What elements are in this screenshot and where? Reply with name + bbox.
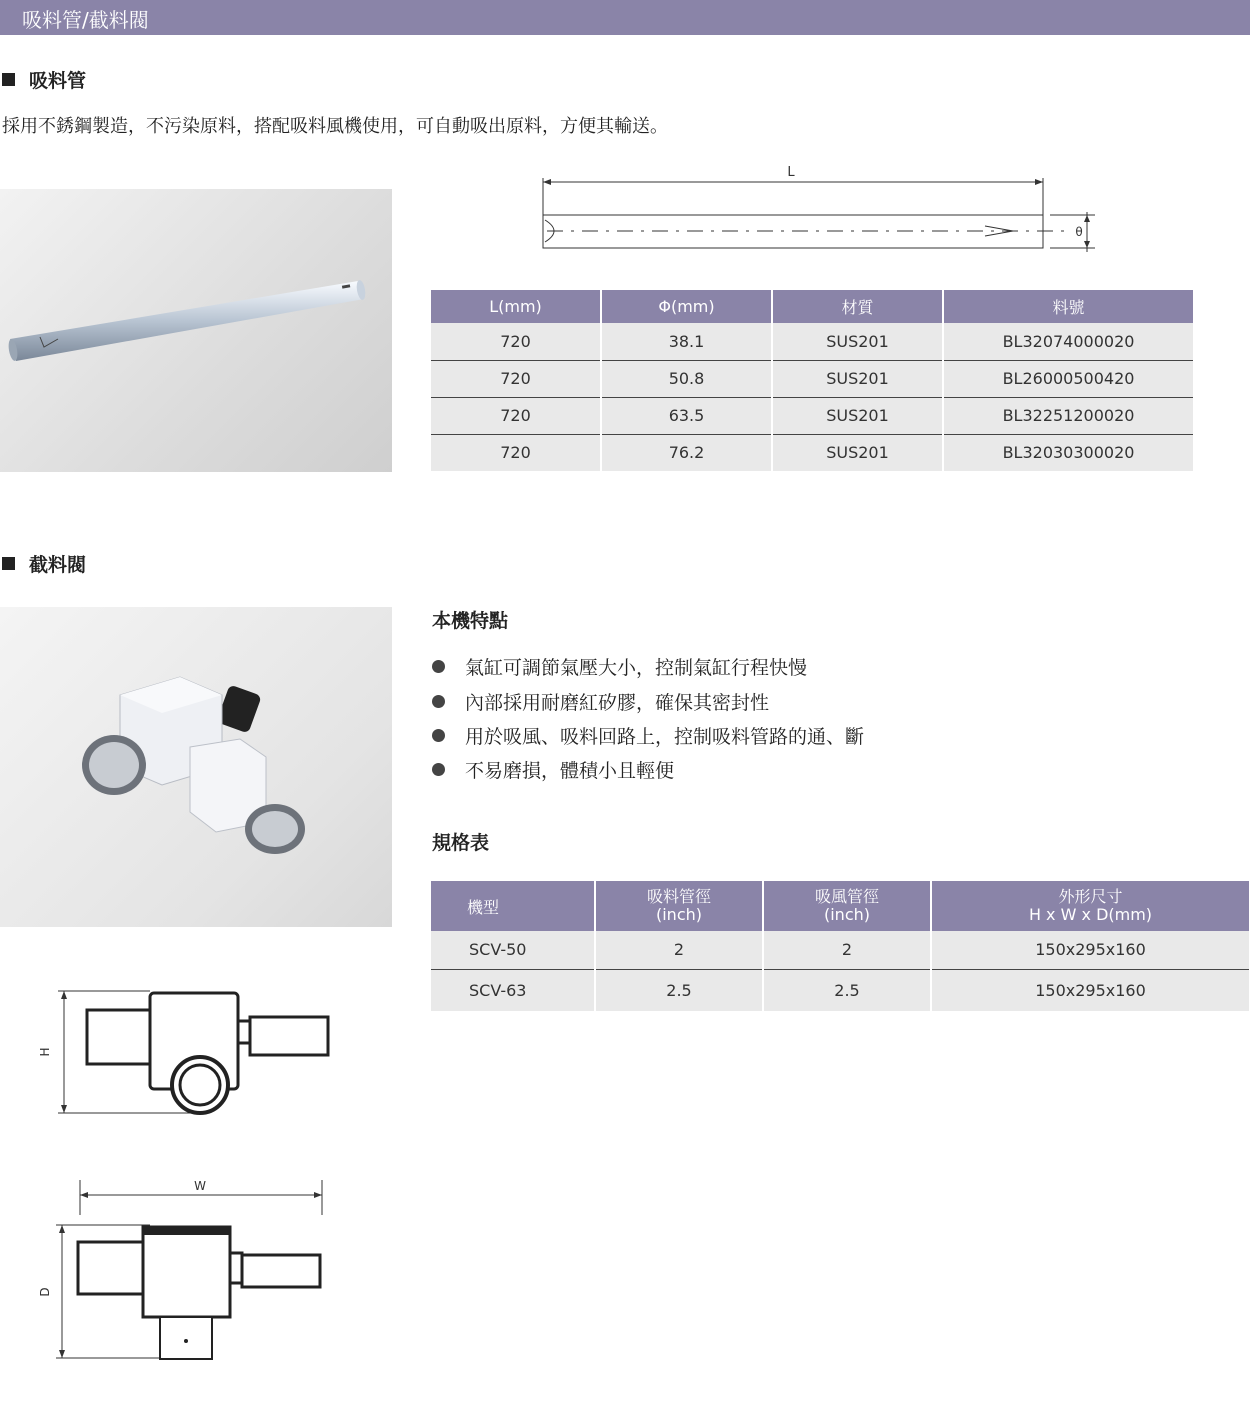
cell: 150x295x160 — [931, 931, 1249, 969]
cell: 2 — [595, 931, 763, 969]
feature-item — [432, 722, 864, 749]
bullet-icon — [432, 660, 445, 673]
table-row — [431, 434, 1193, 471]
table-header-row — [431, 881, 1249, 931]
cell: 720 — [431, 360, 601, 397]
cell: 150x295x160 — [931, 969, 1249, 1011]
spec-title: 規格表 — [432, 832, 490, 854]
header-bar — [0, 0, 1250, 35]
cell: SUS201 — [772, 360, 943, 397]
square-bullet-icon — [2, 73, 15, 86]
col-header-part-number: 料號 — [943, 290, 1193, 323]
valve-front-drawing — [40, 985, 340, 1125]
section-title-suction-pipe — [2, 66, 86, 93]
section-title-cutoff-valve — [2, 550, 86, 577]
cell: BL32251200020 — [943, 397, 1193, 434]
page-title: 吸料管/截料閥 — [22, 8, 149, 32]
height-label: H — [38, 1047, 52, 1057]
valve-spec-table — [431, 881, 1249, 1011]
col-header-length: L(mm) — [431, 290, 601, 323]
features-title: 本機特點 — [432, 610, 509, 632]
table-row — [431, 323, 1193, 360]
feature-item — [432, 756, 674, 783]
cutoff-valve-image — [0, 607, 392, 927]
col-header-diameter: Φ(mm) — [601, 290, 772, 323]
cell: 50.8 — [601, 360, 772, 397]
col-header-dimensions: 外形尺寸 H x W x D(mm) — [931, 881, 1249, 931]
col-header-material-pipe-dia: 吸料管徑 (inch) — [595, 881, 763, 931]
cell: 720 — [431, 323, 601, 360]
feature-item — [432, 653, 807, 680]
cell: 2.5 — [763, 969, 931, 1011]
feature-text: 用於吸風、吸料回路上，控制吸料管路的通、斷 — [465, 726, 865, 748]
bullet-icon — [432, 695, 445, 708]
feature-item — [432, 688, 769, 715]
cell: 2.5 — [595, 969, 763, 1011]
bullet-icon — [432, 763, 445, 776]
cutoff-valve-photo — [0, 607, 392, 927]
cell: 720 — [431, 397, 601, 434]
suction-pipe-image — [0, 189, 392, 472]
cell: SCV-63 — [431, 969, 595, 1011]
square-bullet-icon — [2, 557, 15, 570]
col-header-material: 材質 — [772, 290, 943, 323]
section-title-text: 截料閥 — [29, 554, 87, 576]
table-row — [431, 969, 1249, 1011]
cell: BL26000500420 — [943, 360, 1193, 397]
cell: SCV-50 — [431, 931, 595, 969]
section-title-text: 吸料管 — [29, 70, 87, 92]
valve-top-drawing — [40, 1175, 340, 1375]
cell: 2 — [763, 931, 931, 969]
table-row — [431, 397, 1193, 434]
cell: 76.2 — [601, 434, 772, 471]
table-header-row — [431, 290, 1193, 323]
cell: 38.1 — [601, 323, 772, 360]
cell: SUS201 — [772, 434, 943, 471]
feature-text: 氣缸可調節氣壓大小，控制氣缸行程快慢 — [465, 657, 808, 679]
cell: BL32074000020 — [943, 323, 1193, 360]
suction-pipe-drawing — [535, 160, 1105, 260]
length-label: L — [787, 165, 795, 180]
depth-label: D — [38, 1287, 52, 1297]
table-row — [431, 360, 1193, 397]
width-label: W — [194, 1179, 206, 1193]
feature-text: 內部採用耐磨紅矽膠，確保其密封性 — [465, 692, 770, 714]
cell: 63.5 — [601, 397, 772, 434]
cell: 720 — [431, 434, 601, 471]
feature-text: 不易磨損，體積小且輕便 — [465, 760, 675, 782]
table-row — [431, 931, 1249, 969]
pipe-spec-table — [431, 290, 1193, 471]
bullet-icon — [432, 729, 445, 742]
diameter-label: θ — [1075, 225, 1083, 239]
cell: SUS201 — [772, 323, 943, 360]
cell: BL32030300020 — [943, 434, 1193, 471]
intro-paragraph: 採用不銹鋼製造，不污染原料，搭配吸料風機使用，可自動吸出原料，方便其輸送。 — [2, 116, 668, 137]
suction-pipe-photo — [0, 189, 392, 472]
col-header-model: 機型 — [431, 881, 595, 931]
col-header-air-pipe-dia: 吸風管徑 (inch) — [763, 881, 931, 931]
cell: SUS201 — [772, 397, 943, 434]
